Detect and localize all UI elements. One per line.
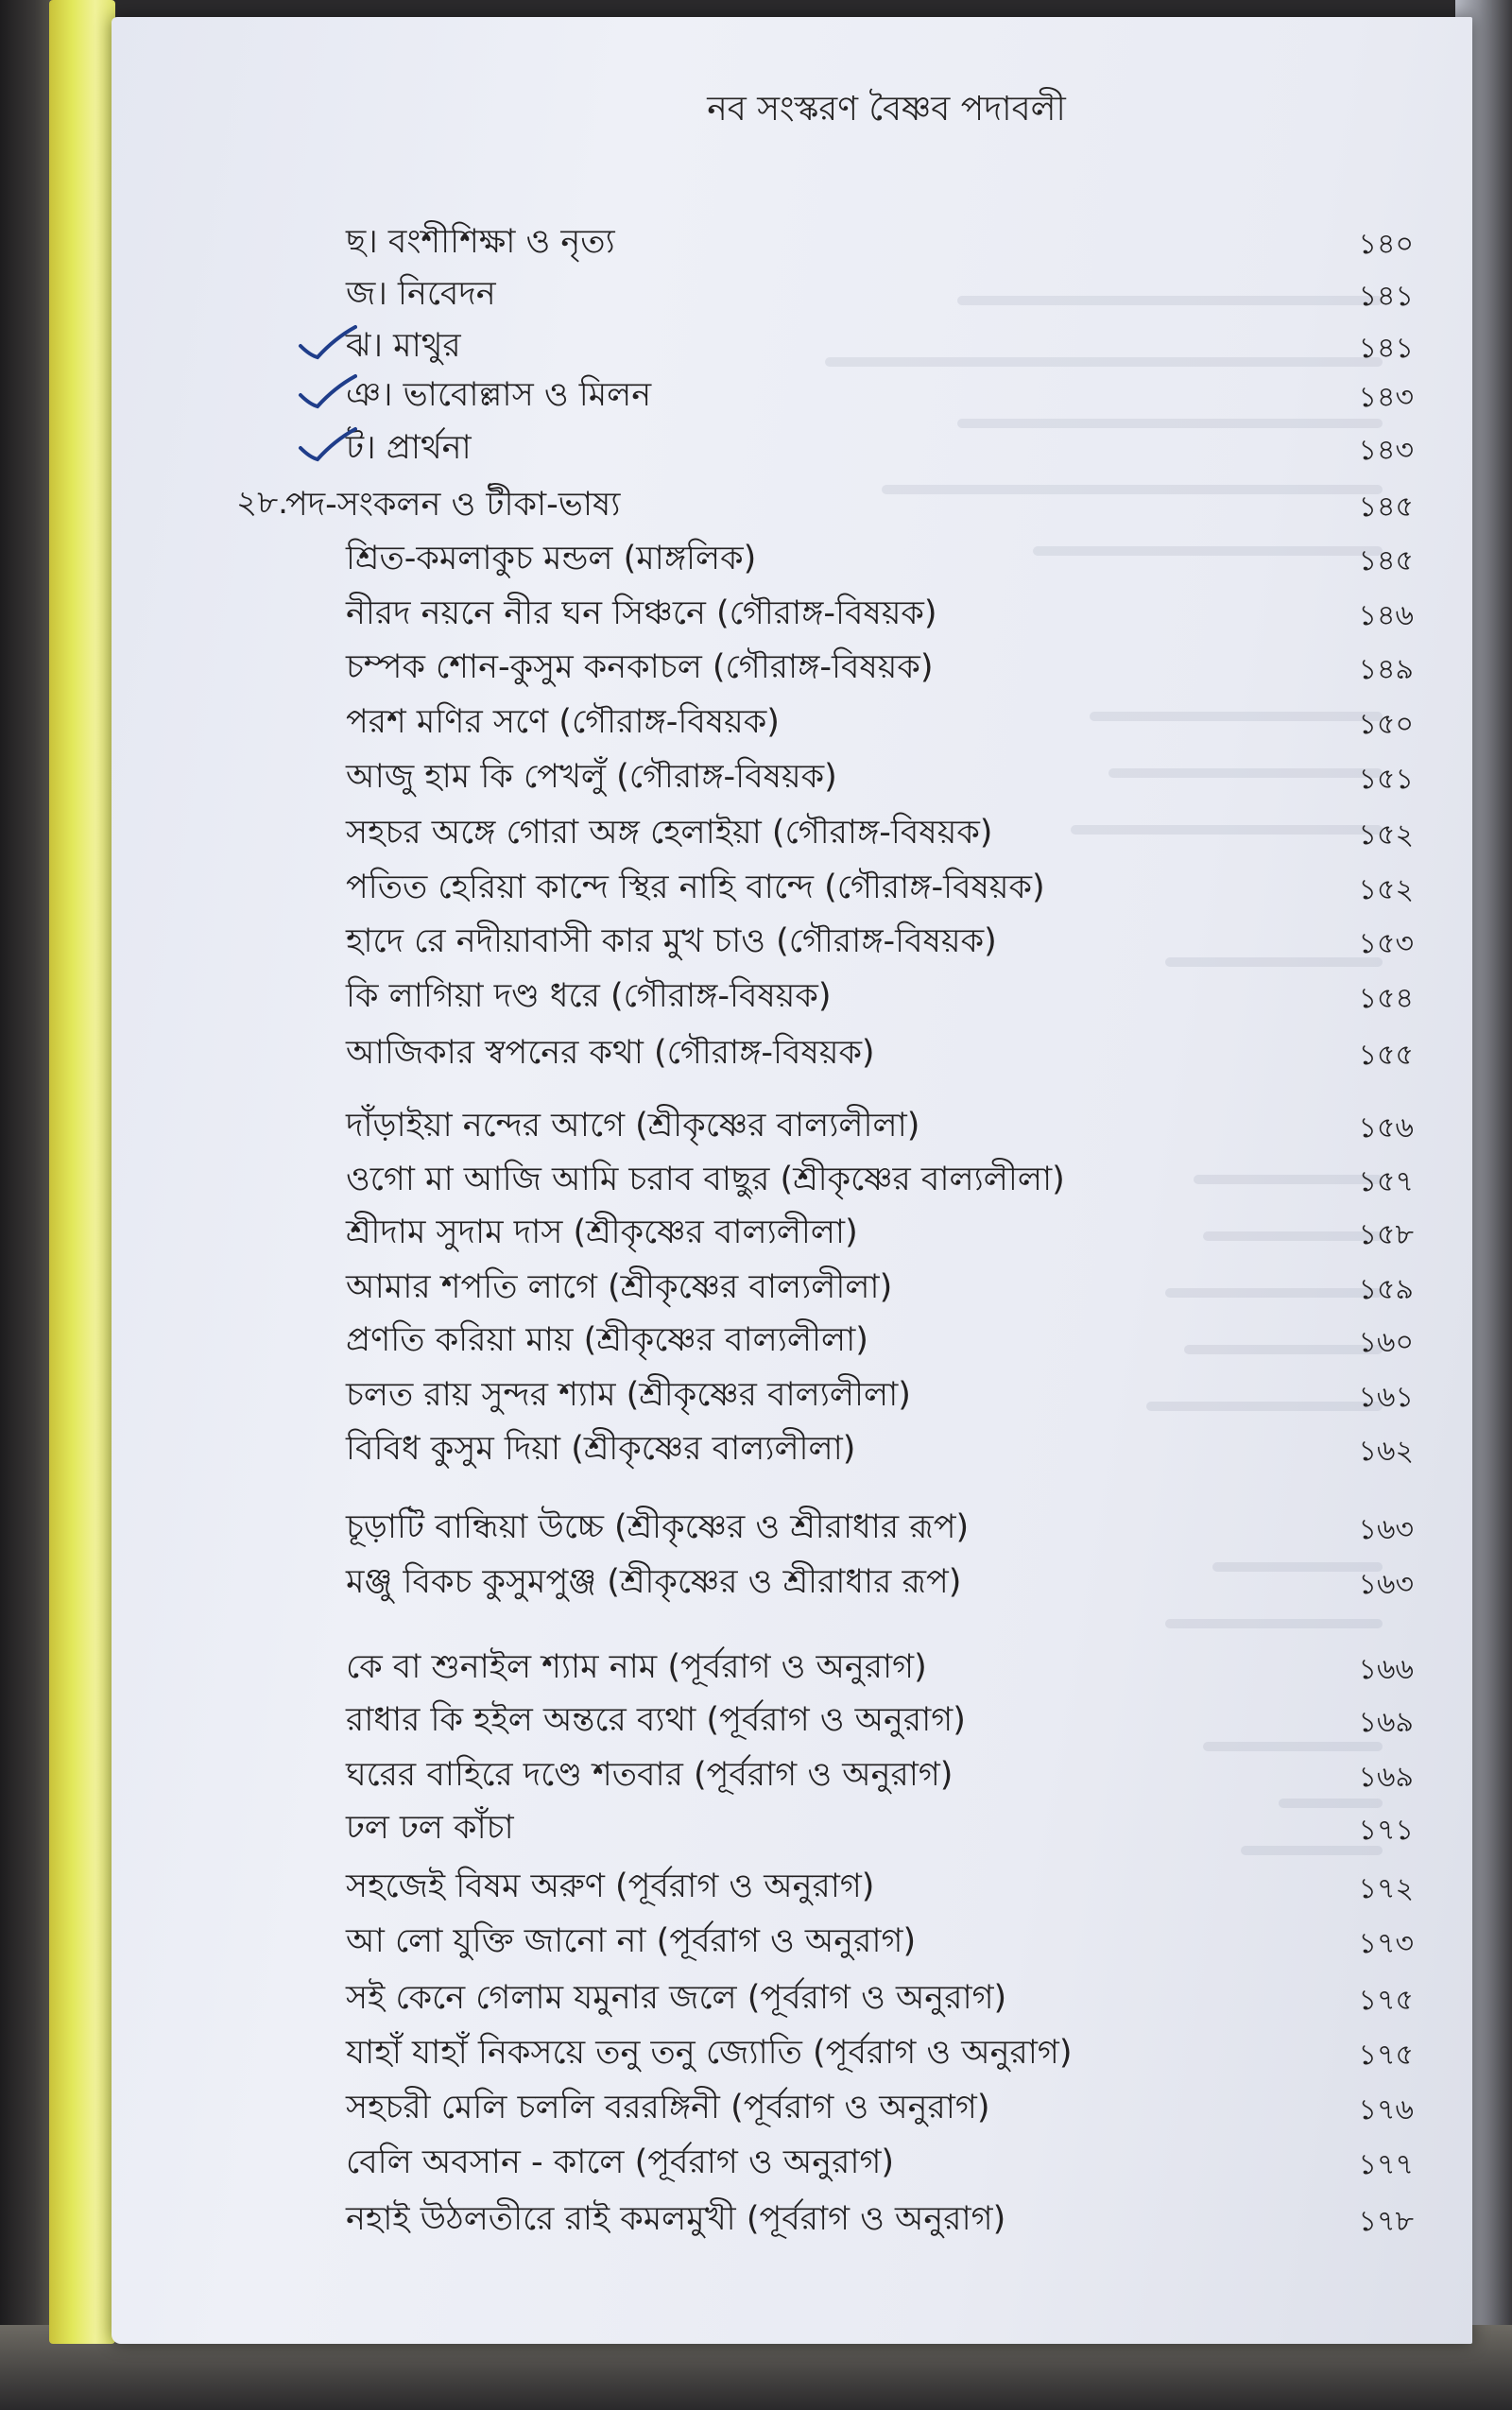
toc-entry-title: জ। নিবেদন: [346, 275, 496, 313]
toc-entry-title: সহচর অঙ্গে গোরা অঙ্গ হেলাইয়া (গৌরাঙ্গ-বিষয়ক): [346, 814, 993, 852]
toc-entry: [112, 1748, 1472, 1801]
toc-entry-page-number: ১৬৩: [1358, 1568, 1414, 1601]
table-of-contents: [112, 17, 1472, 2344]
toc-entry-page-number: ১৬৩: [1358, 1513, 1414, 1546]
pen-tick-icon: [297, 425, 357, 467]
toc-entry-page-number: ১৫২: [1358, 818, 1414, 852]
toc-entry-page-number: ১৭৫: [1358, 2039, 1414, 2072]
toc-entry: [112, 915, 1472, 968]
toc-entry-title: রাধার কি হইল অন্তরে ব্যথা (পূর্বরাগ ও অনুরাগ): [346, 1701, 966, 1739]
toc-entry-title: নীরদ নয়নে নীর ঘন সিঞ্চনে (গৌরাঙ্গ-বিষয়ক): [346, 594, 937, 632]
toc-entry: [112, 215, 1472, 268]
toc-entry-title: ঝ। মাথুর: [346, 327, 461, 365]
toc-entry-page-number: ১৪৩: [1358, 434, 1414, 467]
toc-entry: [112, 369, 1472, 422]
toc-entry-title: শ্রিত-কমলাকুচ মন্ডল (মাঙ্গলিক): [346, 540, 757, 577]
toc-entry: [112, 1694, 1472, 1747]
toc-entry-title: পদ-সংকলন ও টীকা-ভাষ্য: [285, 486, 621, 524]
toc-entry-page-number: ১৭২: [1358, 1872, 1414, 1905]
toc-entry: [112, 861, 1472, 914]
toc-entry-page-number: ১৬৯: [1358, 1761, 1414, 1794]
toc-entry: [112, 587, 1472, 640]
toc-entry: [112, 2136, 1472, 2189]
toc-entry-title: যাহাঁ যাহাঁ নিকসয়ে তনু তনু জ্যোতি (পূর্বরাগ ও অনুরাগ): [346, 2034, 1073, 2072]
toc-entry-page-number: ১৬১: [1358, 1381, 1414, 1414]
toc-entry-page-number: ১৫৯: [1358, 1273, 1414, 1306]
toc-entry: [112, 1314, 1472, 1367]
toc-entry-title: প্রণতি করিয়া মায় (শ্রীকৃষ্ণের বাল্যলীলা): [346, 1321, 868, 1359]
toc-entry-page-number: ১৫১: [1358, 763, 1414, 796]
toc-entry-page-number: ১৭৩: [1358, 1927, 1414, 1960]
toc-entry-page-number: ১৫২: [1358, 873, 1414, 906]
toc-entry-number: ২৮.: [236, 484, 288, 522]
toc-entry-title: কি লাগিয়া দণ্ড ধরে (গৌরাঙ্গ-বিষয়ক): [346, 977, 832, 1015]
toc-entry: [112, 422, 1472, 474]
toc-entry-title: ঞ। ভাবোল্লাস ও মিলন: [346, 376, 652, 414]
toc-entry: [112, 1099, 1472, 1152]
toc-entry-page-number: ১৫৭: [1358, 1165, 1414, 1198]
toc-entry-page-number: ১৫৩: [1358, 927, 1414, 960]
toc-entry-page-number: ১৬৬: [1358, 1653, 1414, 1686]
toc-entry-page-number: ১৭৮: [1358, 2205, 1414, 2238]
toc-entry: [112, 1641, 1472, 1694]
toc-entry: [112, 532, 1472, 585]
toc-entry-page-number: ১৫০: [1358, 708, 1414, 741]
toc-entry-title: হাদে রে নদীয়াবাসী কার মুখ চাও (গৌরাঙ্গ-বিষয়ক): [346, 922, 997, 960]
toc-entry: [112, 2193, 1472, 2246]
toc-entry: [112, 1153, 1472, 1206]
toc-entry-title: ছ। বংশীশিক্ষা ও নৃত্য: [346, 223, 615, 261]
toc-entry-title: দাঁড়াইয়া নন্দের আগে (শ্রীকৃষ্ণের বাল্যলীলা): [346, 1107, 920, 1145]
toc-entry-title: ট। প্রার্থনা: [346, 429, 472, 467]
toc-entry-title: পরশ মণির সণে (গৌরাঙ্গ-বিষয়ক): [346, 703, 780, 741]
toc-entry-title: আমার শপতি লাগে (শ্রীকৃষ্ণের বাল্যলীলা): [346, 1268, 893, 1306]
toc-entry-title: আজিকার স্বপনের কথা (গৌরাঙ্গ-বিষয়ক): [346, 1034, 875, 1072]
toc-entry-page-number: ১৫৮: [1358, 1218, 1414, 1251]
toc-entry-title: সহজেই বিষম অরুণ (পূর্বরাগ ও অনুরাগ): [346, 1868, 875, 1905]
toc-entry-page-number: ১৫৬: [1358, 1111, 1414, 1145]
toc-entry: [112, 1860, 1472, 1913]
toc-entry-page-number: ১৭১: [1358, 1814, 1414, 1847]
toc-entry-title: পতিত হেরিয়া কান্দে স্থির নাহি বান্দে (গৌরাঙ্গ-বিষয়ক): [346, 869, 1045, 906]
toc-entry-page-number: ১৪৯: [1358, 653, 1414, 686]
toc-entry-title: মঞ্জু বিকচ কুসুমপুঞ্জ (শ্রীকৃষ্ণের ও শ্রীরাধার রূপ): [346, 1563, 962, 1601]
toc-entry-page-number: ১৪৩: [1358, 381, 1414, 414]
toc-entry-page-number: ১৬৯: [1358, 1706, 1414, 1739]
toc-entry-title: সই কেনে গেলাম যমুনার জলে (পূর্বরাগ ও অনুরাগ): [346, 1979, 1007, 2017]
toc-entry-page-number: ১৪৬: [1358, 599, 1414, 632]
toc-entry-title: আ লো যুক্তি জানো না (পূর্বরাগ ও অনুরাগ): [346, 1922, 917, 1960]
toc-entry: [112, 1501, 1472, 1554]
book-page: [112, 17, 1472, 2344]
toc-entry-page-number: ১৫৫: [1358, 1039, 1414, 1072]
toc-entry-page-number: ১৭৬: [1358, 2093, 1414, 2126]
toc-entry: [112, 1971, 1472, 2024]
toc-entry: [112, 696, 1472, 749]
toc-entry: [112, 319, 1472, 372]
toc-entry-title: ঘরের বাহিরে দণ্ডে শতবার (পূর্বরাগ ও অনুরাগ): [346, 1756, 954, 1794]
pen-tick-icon: [297, 323, 357, 365]
toc-entry-title: বিবিধ কুসুম দিয়া (শ্রীকৃষ্ণের বাল্যলীলা): [346, 1430, 856, 1468]
toc-entry: [112, 1369, 1472, 1421]
toc-entry: [112, 2026, 1472, 2079]
toc-entry: [112, 1915, 1472, 1968]
toc-entry-page-number: ১৪৫: [1358, 491, 1414, 524]
toc-entry: [112, 267, 1472, 320]
toc-entry: [112, 1801, 1472, 1854]
toc-entry-page-number: ১৪০: [1358, 228, 1414, 261]
toc-entry: [112, 1026, 1472, 1079]
toc-entry-title: নহাই উঠলতীরে রাই কমলমুখী (পূর্বরাগ ও অনুরাগ): [346, 2200, 1006, 2238]
toc-entry: [112, 806, 1472, 859]
toc-entry-title: ওগো মা আজি আমি চরাব বাছুর (শ্রীকৃষ্ণের বাল্যলীলা): [346, 1161, 1065, 1198]
toc-entry: [112, 2081, 1472, 2134]
toc-entry: [112, 1261, 1472, 1314]
toc-entry-page-number: ১৭৫: [1358, 1984, 1414, 2017]
toc-entry-page-number: ১৬০: [1358, 1326, 1414, 1359]
toc-entry-title: কে বা শুনাইল শ্যাম নাম (পূর্বরাগ ও অনুরাগ): [346, 1648, 927, 1686]
toc-entry: [112, 750, 1472, 803]
book-cover-edge: [49, 0, 115, 2344]
toc-entry-page-number: ১৭৭: [1358, 2148, 1414, 2181]
toc-entry-title: চূড়াটি বান্ধিয়া উচ্চে (শ্রীকৃষ্ণের ও শ্রীরাধার রূপ): [346, 1508, 970, 1546]
toc-entry-title: চম্পক শোন-কুসুম কনকাচল (গৌরাঙ্গ-বিষয়ক): [346, 648, 934, 686]
photo-background-left: [0, 0, 57, 2410]
toc-entry: [112, 970, 1472, 1023]
toc-entry-title: আজু হাম কি পেখলুঁ (গৌরাঙ্গ-বিষয়ক): [346, 758, 837, 796]
page-header: নব সংস্করণ বৈষ্ণব পদাবলী: [707, 90, 1066, 129]
toc-entry-title: সহচরী মেলি চললি বররঙ্গিনী (পূর্বরাগ ও অনুরাগ): [346, 2089, 990, 2126]
toc-entry-page-number: ১৪৫: [1358, 544, 1414, 577]
toc-entry-title: বেলি অবসান - কালে (পূর্বরাগ ও অনুরাগ): [346, 2143, 895, 2181]
pen-tick-icon: [297, 372, 357, 414]
toc-entry: [112, 478, 1472, 531]
toc-entry-page-number: ১৪১: [1358, 332, 1414, 365]
toc-entry-page-number: ১৫৪: [1358, 982, 1414, 1015]
toc-entry: [112, 1422, 1472, 1475]
toc-entry-page-number: ১৬২: [1358, 1435, 1414, 1468]
toc-entry: [112, 1206, 1472, 1259]
toc-entry-title: চলত রায় সুন্দর শ্যাম (শ্রীকৃষ্ণের বাল্যলীলা): [346, 1376, 911, 1414]
toc-entry-page-number: ১৪১: [1358, 280, 1414, 313]
toc-entry: [112, 1556, 1472, 1609]
toc-entry-title: শ্রীদাম সুদাম দাস (শ্রীকৃষ্ণের বাল্যলীলা): [346, 1214, 858, 1251]
toc-entry: [112, 641, 1472, 694]
toc-entry-title: ঢল ঢল কাঁচা: [346, 1809, 514, 1847]
